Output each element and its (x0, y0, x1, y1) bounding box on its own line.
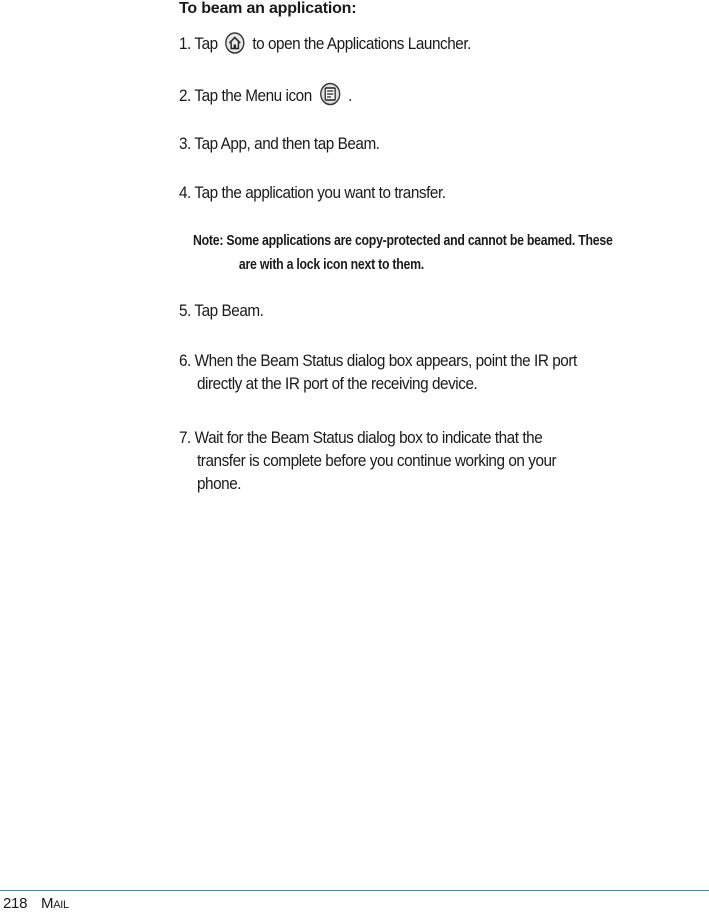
note-line-2: are with a lock icon next to them. (238, 256, 424, 273)
step-1-before: 1. Tap (179, 34, 218, 53)
step-7-line-3: phone. (197, 474, 242, 493)
step-5: 5. Tap Beam. (179, 301, 264, 320)
step-7 (179, 426, 629, 495)
step-6-line-2: directly at the IR port of the receiving device. (197, 374, 478, 393)
note (193, 229, 652, 277)
section-heading: To beam an application: (179, 0, 357, 17)
step-7-line-1: 7. Wait for the Beam Status dialog box to indicate that the (179, 428, 543, 447)
home-icon (225, 32, 245, 60)
step-2 (179, 82, 629, 112)
step-6 (179, 349, 629, 395)
page-number: 218 (3, 895, 28, 912)
page-footer (3, 895, 69, 912)
note-line-1: Some applications are copy-protected and cannot be beamed. These (226, 232, 613, 249)
step-1 (179, 32, 629, 60)
step-7-line-2: transfer is complete before you continue working on your (197, 451, 557, 470)
step-2-after: . (348, 86, 352, 105)
section-name: Mail (41, 895, 69, 912)
footer-divider (0, 890, 709, 891)
step-3: 3. Tap App, and then tap Beam. (179, 134, 380, 153)
step-4: 4. Tap the application you want to transfer. (179, 183, 446, 202)
step-6-line-1: 6. When the Beam Status dialog box appears, point the IR port (179, 351, 577, 370)
step-1-after: to open the Applications Launcher. (252, 34, 471, 53)
step-2-before: 2. Tap the Menu icon (179, 86, 312, 105)
note-label: Note: (193, 232, 224, 249)
menu-icon (319, 82, 341, 112)
